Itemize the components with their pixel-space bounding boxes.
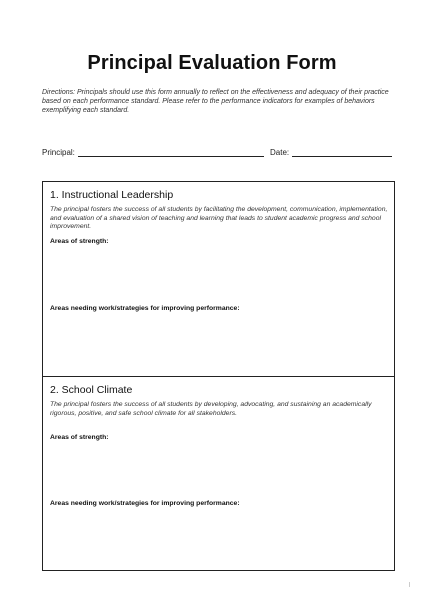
header-fields bbox=[42, 147, 394, 159]
areas-needing-work-label: Areas needing work/strategies for improving performance: bbox=[50, 500, 240, 507]
areas-of-strength-label: Areas of strength: bbox=[50, 238, 109, 245]
areas-of-strength-label: Areas of strength: bbox=[50, 434, 109, 441]
principal-label: Principal: bbox=[42, 148, 75, 157]
areas-needing-work-label: Areas needing work/strategies for improving performance: bbox=[50, 305, 240, 312]
date-label: Date: bbox=[270, 148, 290, 157]
section-description: The principal fosters the success of all students by developing, advocating, and sustaining an academically rigorous, positive, and safe school climate for all stakeholders. bbox=[50, 401, 372, 417]
section-school-climate bbox=[42, 376, 395, 571]
section-instructional-leadership bbox=[42, 181, 395, 377]
section-title: 2. School Climate bbox=[50, 384, 133, 396]
page-title: Principal Evaluation Form bbox=[87, 52, 337, 74]
directions-text: Directions: Principals should use this form annually to reflect on the effectiveness and adequacy of their practice based on each performance standard. Please refer to the performance indicators for examples of behaviors exemplifying each standard. bbox=[42, 89, 389, 115]
page-edge-mark bbox=[409, 582, 410, 587]
section-description: The principal fosters the success of all students by facilitating the development, communication, implementation, and evaluation of a shared vision of teaching and learning that leads to student academic progress and school improvement. bbox=[50, 206, 388, 231]
section-title: 1. Instructional Leadership bbox=[50, 189, 174, 201]
date-field[interactable] bbox=[292, 148, 392, 157]
principal-field[interactable] bbox=[78, 148, 264, 157]
